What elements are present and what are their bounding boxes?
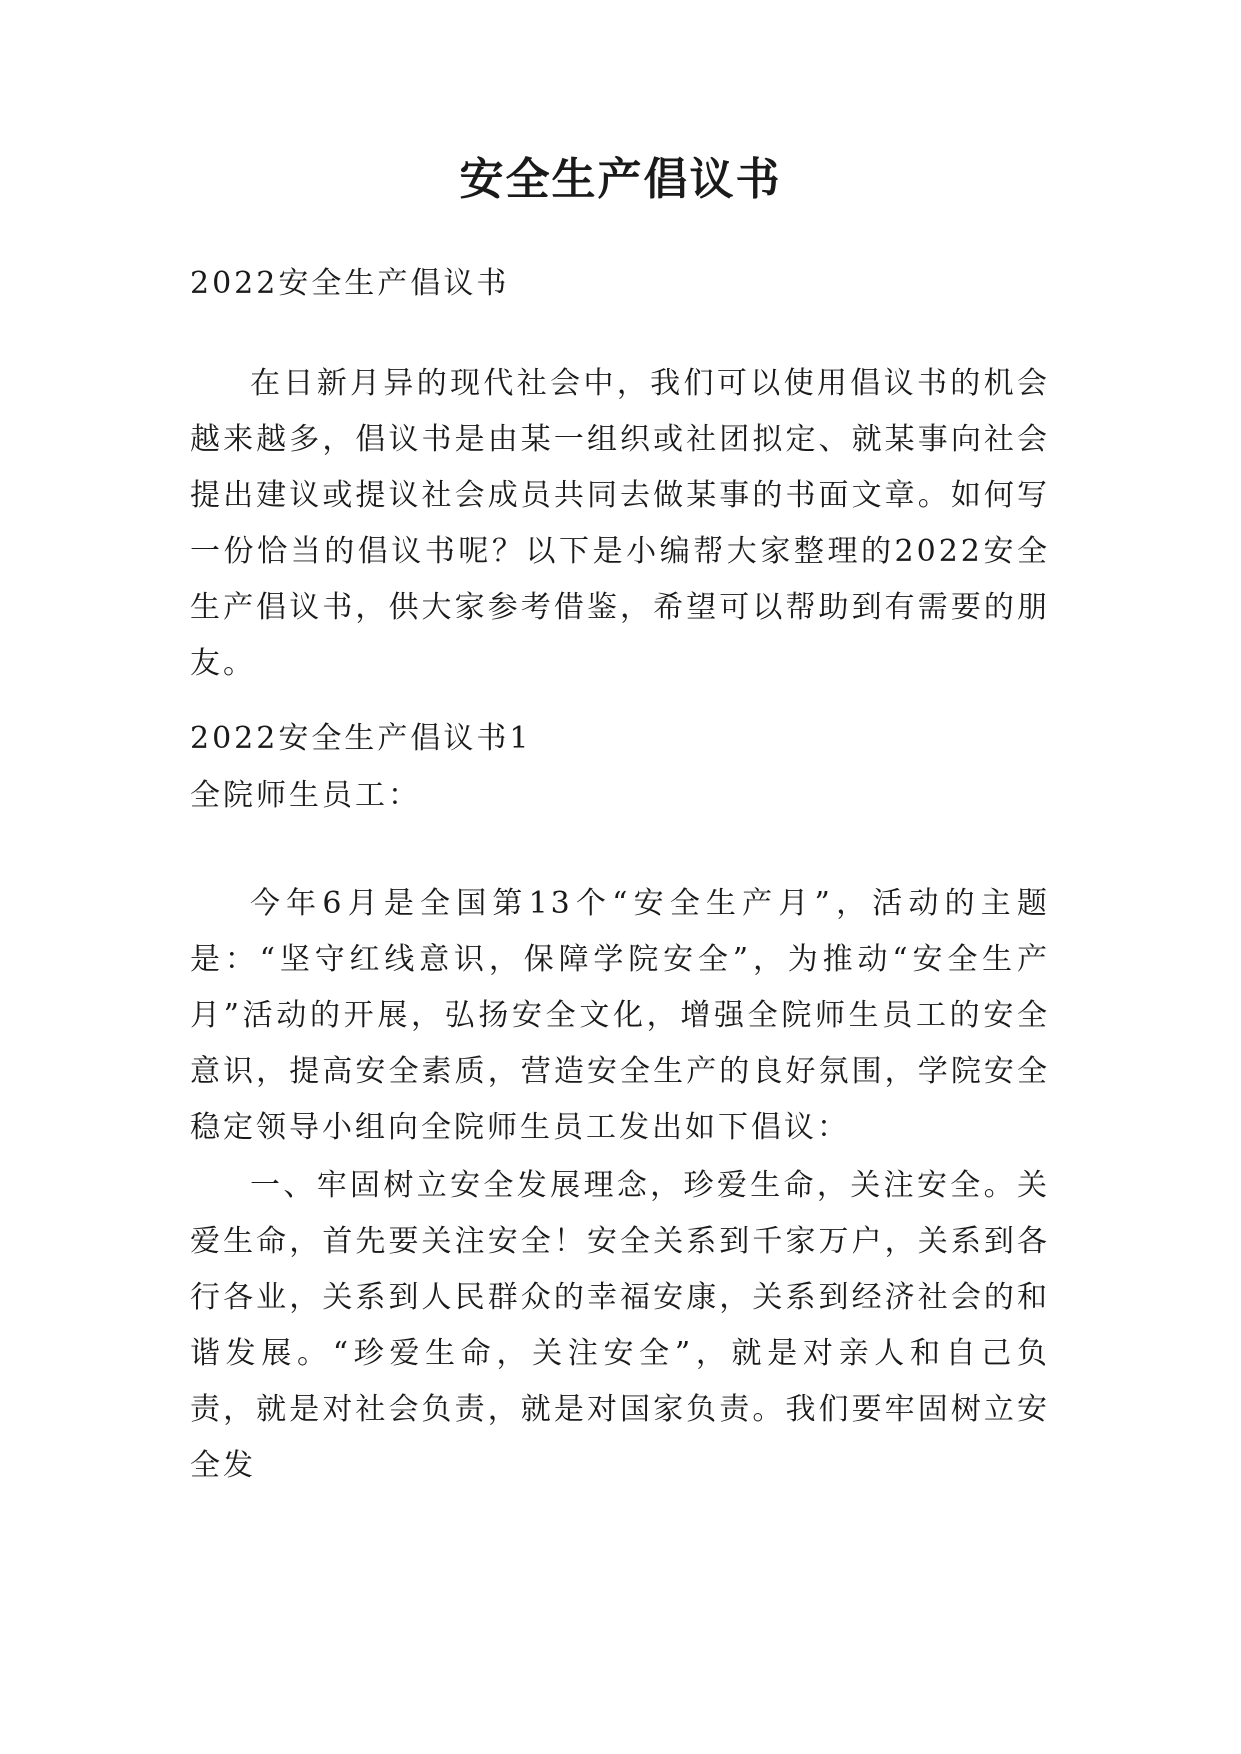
intro-paragraph: 在日新月异的现代社会中，我们可以使用倡议书的机会越来越多，倡议书是由某一组织或社团拟定、就某事向社会提出建议或提议社会成员共同去做某事的书面文章。如何写一份恰当的倡议书呢？以下是小编帮大家整理的2022安全生产倡议书，供大家参考借鉴，希望可以帮助到有需要的朋友。: [190, 366, 1050, 681]
document-subtitle: 2022安全生产倡议书: [190, 266, 510, 301]
section-heading: 2022安全生产倡议书1: [190, 721, 532, 756]
document-title: 安全生产倡议书: [459, 154, 782, 205]
salutation: 全院师生员工：: [190, 778, 421, 813]
paragraph-2: 一、牢固树立安全发展理念，珍爱生命，关注安全。关爱生命，首先要关注安全！安全关系到千家万户，关系到各行各业，关系到人民群众的幸福安康，关系到经济社会的和谐发展。“珍爱生命，关注安全”，就是对亲人和自己负责，就是对社会负责，就是对国家负责。我们要牢固树立安全发: [190, 1168, 1050, 1483]
paragraph-1: 今年6月是全国第13个“安全生产月”，活动的主题是：“坚守红线意识，保障学院安全”，为推动“安全生产月”活动的开展，弘扬安全文化，增强全院师生员工的安全意识，提高安全素质，营造安全生产的良好氛围，学院安全稳定领导小组向全院师生员工发出如下倡议：: [190, 886, 1050, 1145]
